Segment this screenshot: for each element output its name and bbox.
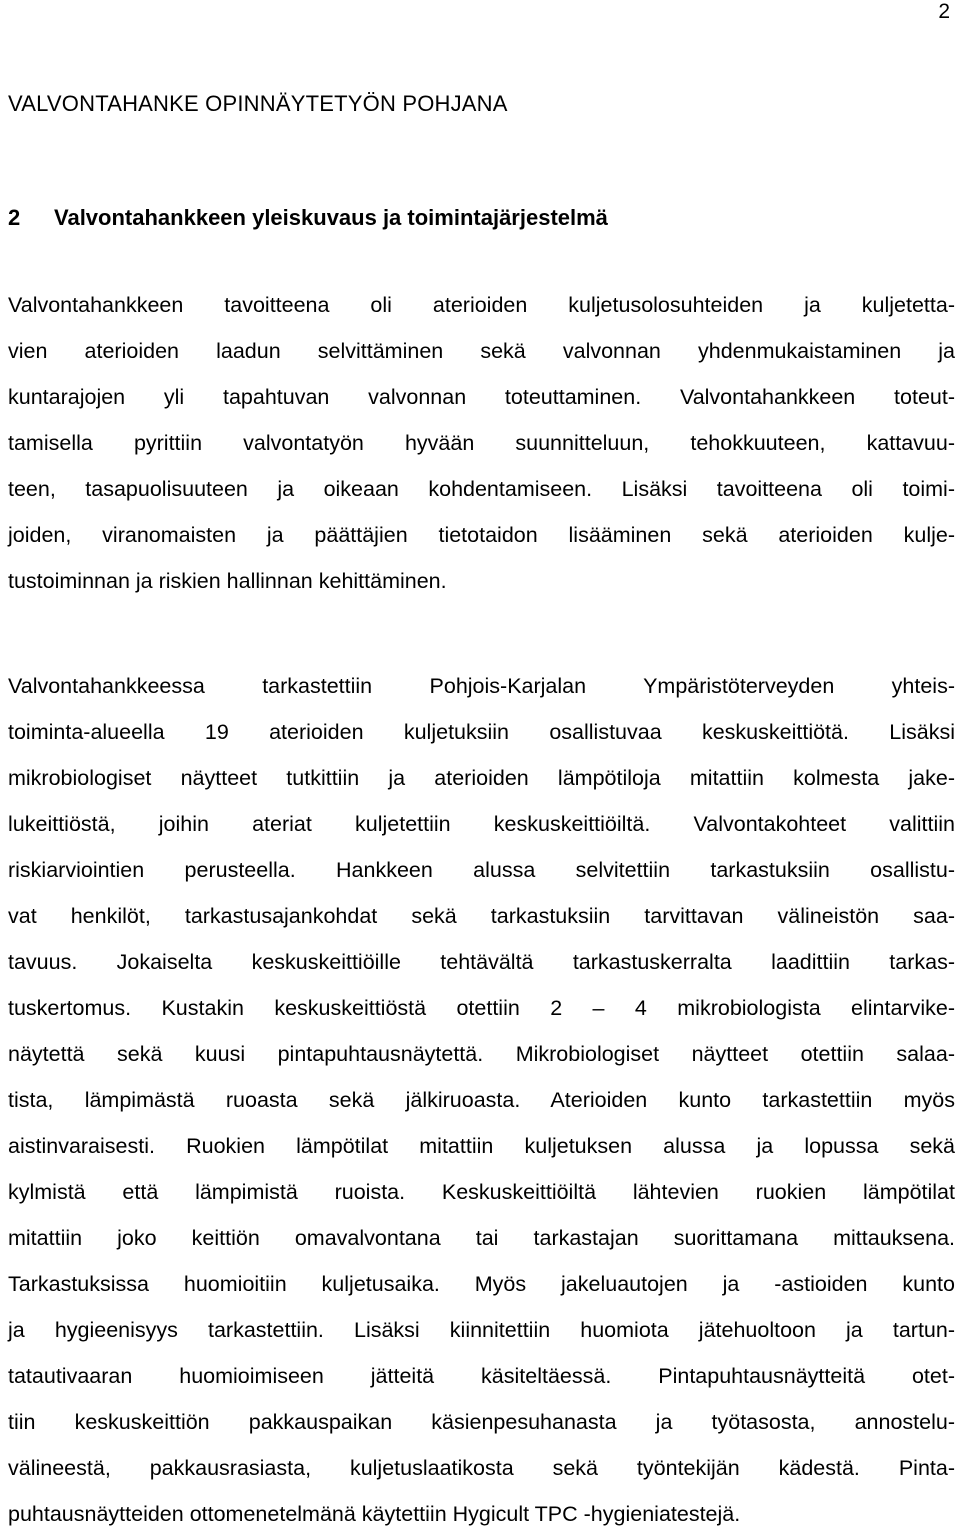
page-number: 2 — [938, 0, 950, 23]
paragraph-line: teen, tasapuolisuuteen ja oikeaan kohdentamiseen. Lisäksi tavoitteena oli toimi- — [8, 477, 955, 501]
paragraph-line: tatautivaaran huomioimiseen jätteitä käsiteltäessä. Pintapuhtausnäytteitä otet- — [8, 1364, 955, 1388]
paragraph-line: Valvontahankkeen tavoitteena oli aterioiden kuljetusolosuhteiden ja kuljetetta- — [8, 293, 955, 317]
paragraph-line: joiden, viranomaisten ja päättäjien tietotaidon lisääminen sekä aterioiden kulje- — [8, 523, 955, 547]
paragraph-line: aistinvaraisesti. Ruokien lämpötilat mitattiin kuljetuksen alussa ja lopussa sekä — [8, 1134, 955, 1158]
paragraph-line: mikrobiologiset näytteet tutkittiin ja aterioiden lämpötiloja mitattiin kolmesta jake- — [8, 766, 955, 790]
paragraph-line: tamisella pyrittiin valvontatyön hyvään suunnitteluun, tehokkuuteen, kattavuu- — [8, 431, 955, 455]
paragraph-line: tiin keskuskeittiön pakkauspaikan käsienpesuhanasta ja työtasosta, annostelu- — [8, 1410, 955, 1434]
section-number: 2 — [8, 205, 21, 230]
paragraph-line: välineestä, pakkausrasiasta, kuljetuslaatikosta sekä työntekijän kädestä. Pinta- — [8, 1456, 955, 1480]
paragraph-line: tavuus. Jokaiselta keskuskeittiöille tehtävältä tarkastuskerralta laadittiin tarkas- — [8, 950, 955, 974]
paragraph-line: kuntarajojen yli tapahtuvan valvonnan toteuttaminen. Valvontahankkeen toteut- — [8, 385, 955, 409]
paragraph-line: Valvontahankkeessa tarkastettiin Pohjois-Karjalan Ympäristöterveyden yhteis- — [8, 674, 955, 698]
section-heading — [8, 204, 608, 232]
paragraph-line: mitattiin joko keittiön omavalvontana tai tarkastajan suorittamana mittauksena. — [8, 1226, 955, 1250]
paragraph-line: kylmistä että lämpimistä ruoista. Keskuskeittiöiltä lähtevien ruokien lämpötilat — [8, 1180, 955, 1204]
paragraph-line: tustoiminnan ja riskien hallinnan kehittäminen. — [8, 569, 447, 593]
paragraph-line: vat henkilöt, tarkastusajankohdat sekä tarkastuksiin tarvittavan välineistön saa- — [8, 904, 955, 928]
paragraph-line: lukeittiöstä, joihin ateriat kuljetettiin keskuskeittiöiltä. Valvontakohteet valittiin — [8, 812, 955, 836]
paragraph-line: riskiarviointien perusteella. Hankkeen alussa selvitettiin tarkastuksiin osallistu- — [8, 858, 955, 882]
paragraph-line: puhtausnäytteiden ottomenetelmänä käytettiin Hygicult TPC -hygieniatestejä. — [8, 1502, 741, 1526]
paragraph-line: näytettä sekä kuusi pintapuhtausnäytettä. Mikrobiologiset näytteet otettiin salaa- — [8, 1042, 955, 1066]
paragraph-line: tuskertomus. Kustakin keskuskeittiöstä otettiin 2 – 4 mikrobiologista elintarvike- — [8, 996, 955, 1020]
section-title: Valvontahankkeen yleiskuvaus ja toimintajärjestelmä — [54, 205, 608, 230]
paragraph-line: Tarkastuksissa huomioitiin kuljetusaika. Myös jakeluautojen ja -astioiden kunto — [8, 1272, 955, 1296]
paragraph-line: ja hygieenisyys tarkastettiin. Lisäksi kiinnitettiin huomiota jätehuoltoon ja tartun- — [8, 1318, 955, 1342]
paragraph-line: tista, lämpimästä ruoasta sekä jälkiruoasta. Aterioiden kunto tarkastettiin myös — [8, 1088, 955, 1112]
paragraph-line: vien aterioiden laadun selvittäminen sekä valvonnan yhdenmukaistaminen ja — [8, 339, 955, 363]
paragraph-line: toiminta-alueella 19 aterioiden kuljetuksiin osallistuvaa keskuskeittiötä. Lisäksi — [8, 720, 955, 744]
document-header: VALVONTAHANKE OPINNÄYTETYÖN POHJANA — [8, 91, 508, 116]
paragraph-objectives — [8, 282, 955, 604]
paragraph-methods — [8, 663, 955, 1537]
